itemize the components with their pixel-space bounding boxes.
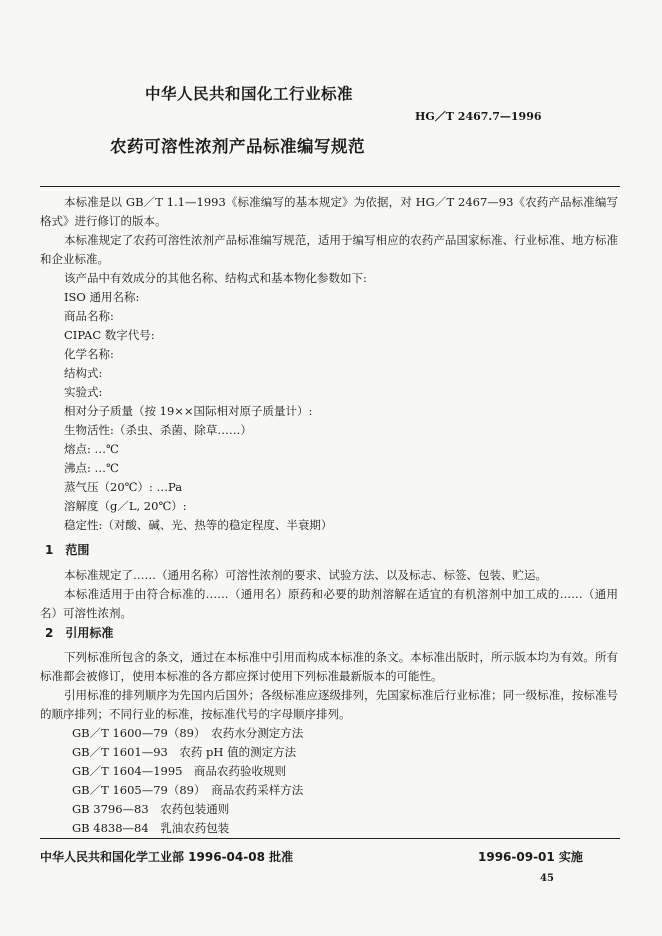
intro-paragraph-2: 本标准规定了农药可溶性浓剂产品标准编写规范，适用于编写相应的农药产品国家标准、行业标准、地方标准和企业标准。 (40, 233, 618, 266)
field-molecular-mass: 相对分子质量（按 19××国际相对原子质量计）: (64, 404, 313, 418)
section-2-paragraph-1: 下列标准所包含的条文，通过在本标准中引用而构成本标准的条文。本标准出版时，所示版本均为有效。所有标准都会被修订，使用本标准的各方都应探讨使用下列标准最新版本的可能性。 (40, 650, 618, 683)
bottom-rule (40, 838, 620, 839)
standard-code: HG／T 2467.7—1996 (415, 110, 542, 123)
field-cipac-code: CIPAC 数字代号: (64, 328, 155, 342)
intro-paragraph-3: 该产品中有效成分的其他名称、结构式和基本物化参数如下: (64, 271, 367, 285)
reference-item: GB 4838—84 乳油农药包装 (72, 821, 230, 835)
implementation-date: 1996-09-01 实施 (478, 850, 583, 864)
section-1-heading: 1 范围 (45, 543, 90, 557)
section-2-heading: 2 引用标准 (45, 626, 114, 640)
field-boiling-point: 沸点: …℃ (64, 461, 119, 475)
field-bioactivity: 生物活性:（杀虫、杀菌、除草……） (64, 423, 252, 437)
reference-item: GB／T 1601—93 农药 pH 值的测定方法 (72, 745, 297, 759)
intro-paragraph-1: 本标准是以 GB／T 1.1—1993《标准编写的基本规定》为依据，对 HG／T 2467—93《农药产品标准编写格式》进行修订的版本。 (40, 195, 618, 228)
section-1-paragraph-2: 本标准适用于由符合标准的……（通用名）原药和必要的助剂溶解在适宜的有机溶剂中加工成的……（通用名）可溶性浓剂。 (40, 587, 618, 620)
page-number: 45 (540, 873, 554, 884)
field-empirical-formula: 实验式: (64, 385, 103, 399)
field-melting-point: 熔点: …℃ (64, 442, 119, 456)
section-2-paragraph-2: 引用标准的排列顺序为先国内后国外；各级标准应逐级排列，先国家标准后行业标准；同一级标准，按标准号的顺序排列；不同行业的标准，按标准代号的字母顺序排列。 (40, 688, 618, 721)
field-stability: 稳定性:（对酸、碱、光、热等的稳定程度、半衰期） (64, 518, 333, 532)
reference-item: GB／T 1604—1995 商品农药验收规则 (72, 764, 286, 778)
field-chemical-name: 化学名称: (64, 347, 114, 361)
section-1-paragraph-1: 本标准规定了……（通用名称）可溶性浓剂的要求、试验方法、以及标志、标签、包装、贮运。 (64, 568, 547, 582)
top-rule (40, 186, 620, 187)
field-vapor-pressure: 蒸气压（20℃）: …Pa (64, 480, 183, 494)
reference-item: GB／T 1600—79（89） 农药水分测定方法 (72, 726, 304, 740)
approval-line: 中华人民共和国化学工业部 1996-04-08 批准 (40, 850, 294, 864)
field-structure: 结构式: (64, 366, 103, 380)
field-solubility: 溶解度（g／L, 20℃）: (64, 499, 187, 513)
document-title: 农药可溶性浓剂产品标准编写规范 (110, 137, 365, 156)
reference-item: GB／T 1605—79（89） 商品农药采样方法 (72, 783, 304, 797)
issuer-title: 中华人民共和国化工行业标准 (145, 85, 354, 103)
field-iso-name: ISO 通用名称: (64, 290, 140, 304)
reference-item: GB 3796—83 农药包装通则 (72, 802, 230, 816)
field-trade-name: 商品名称: (64, 309, 114, 323)
